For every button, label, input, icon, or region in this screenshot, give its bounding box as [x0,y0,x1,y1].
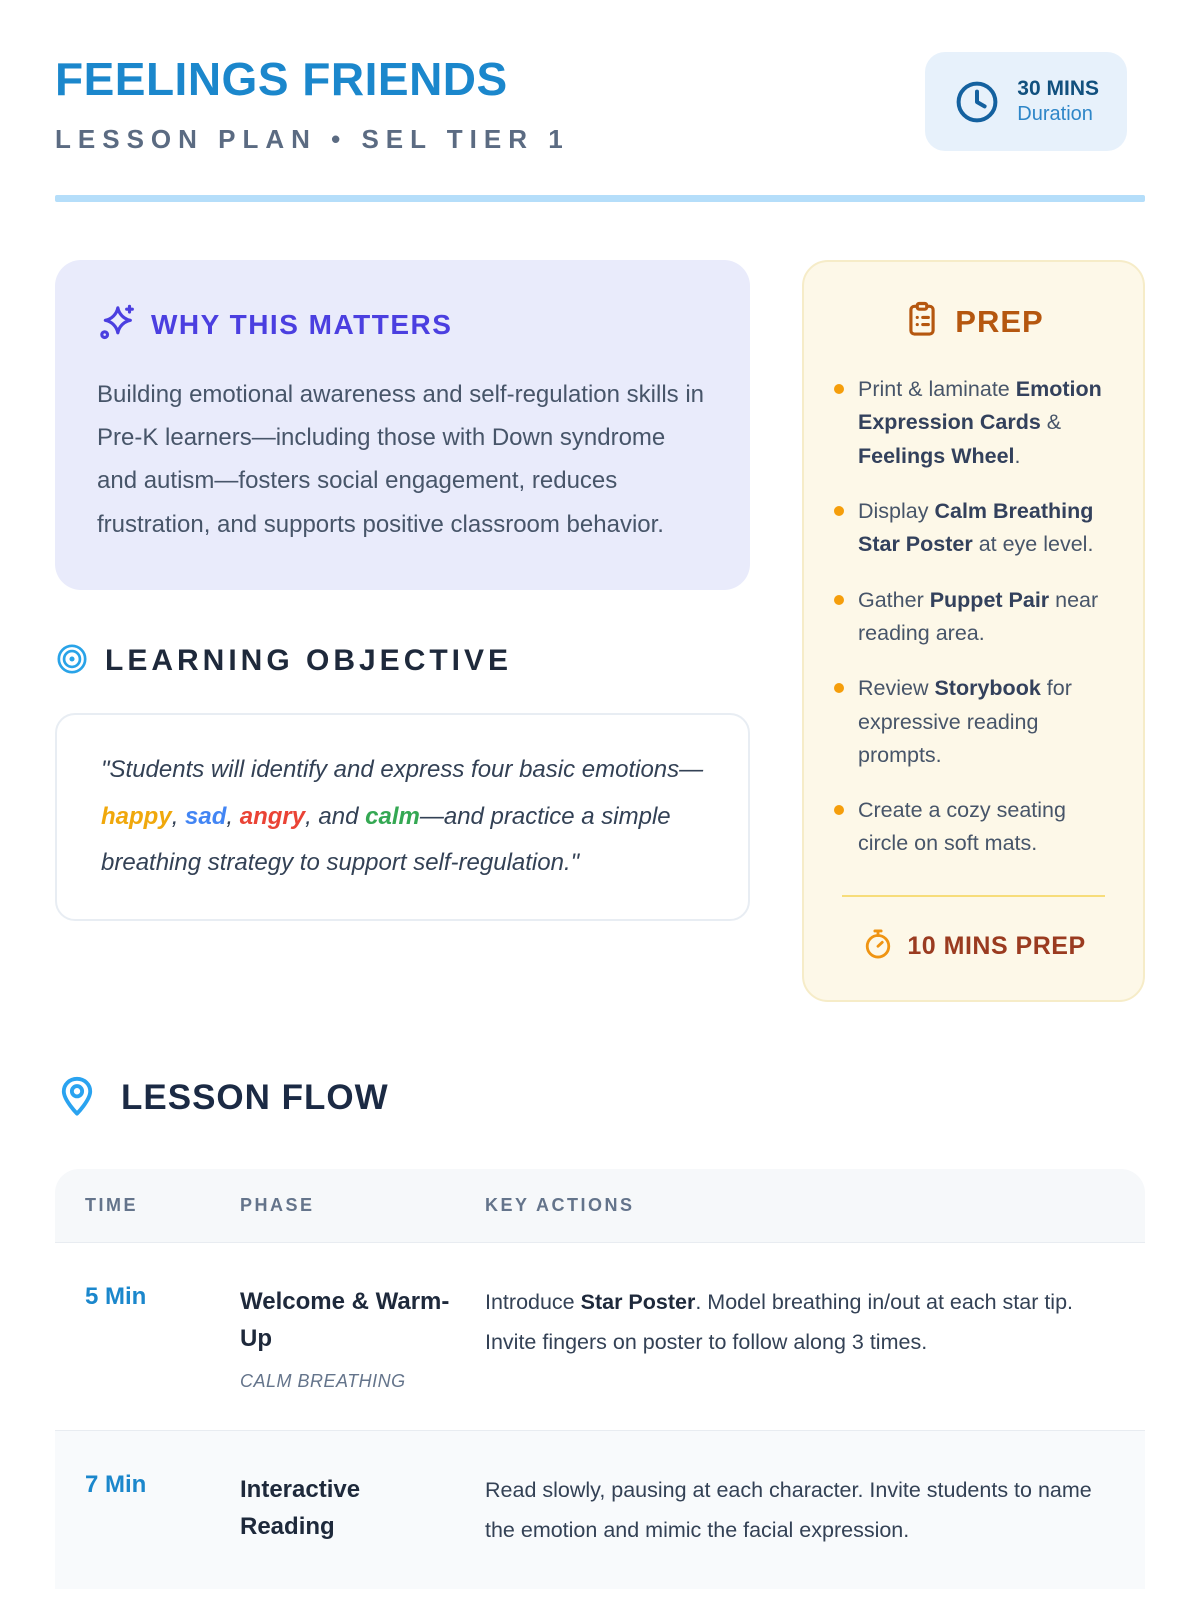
text-segment: Read slowly, pausing at each character. Invite students to name the emotion and mimic the facial expression. [485,1478,1092,1542]
phase-cell [240,1283,485,1392]
table-row [55,1430,1145,1589]
phase-note: CALM BREATHING [240,1371,406,1392]
text-segment: "Students will identify and express four basic emotions— [101,755,704,783]
key-actions-cell [485,1283,1145,1392]
prep-item [834,794,1113,861]
table-body [55,1242,1145,1589]
why-body: Building emotional awareness and self-regulation skills in Pre-K learners—including those with Down syndrome and autism—fosters social engagement, reduces frustration, and supports positive classroom behavior. [97,381,704,538]
lesson-flow-heading [55,1074,1145,1123]
text-segment: . [1014,443,1021,468]
prep-item [834,672,1113,772]
page-subtitle: LESSON PLAN • SEL TIER 1 [55,124,570,154]
prep-footer [834,927,1113,966]
prep-list [834,373,1113,861]
text-segment: , [171,802,186,830]
text-segment: Print & laminate [858,377,1016,401]
target-icon [55,642,89,681]
side-column [802,260,1145,1002]
prep-item [834,584,1113,651]
prep-divider [842,895,1105,897]
text-segment-bold: Storybook [934,676,1041,701]
header-divider [55,195,1145,202]
text-segment: Display [858,498,935,523]
text-segment: , [226,802,240,830]
text-segment-bold: Calm Breathing Star Poster [858,498,1094,557]
time-cell: 7 Min [85,1471,147,1499]
main-column [55,260,750,921]
clipboard-icon [903,300,941,343]
stopwatch-icon [861,927,895,966]
sparkle-icon [97,302,137,347]
duration-value: 30 MINS [1017,77,1099,100]
page-title: FEELINGS FRIENDS [55,53,508,105]
duration-badge [925,52,1127,151]
prep-item-text [858,794,1113,861]
prep-title: PREP [955,303,1044,339]
prep-item-text [858,373,1113,473]
text-segment: at eye level. [972,532,1094,557]
prep-item-text [858,584,1113,651]
lesson-flow-table [55,1169,1145,1589]
text-segment: & [1040,410,1062,435]
duration-label: Duration [1017,103,1093,126]
phase-cell [240,1471,485,1551]
text-segment: Review [858,676,935,701]
duration-text [1017,76,1099,127]
objective-heading [55,642,750,681]
why-this-matters-card [55,260,750,590]
text-segment-calm: calm [365,802,420,830]
text-segment: Introduce [485,1289,581,1314]
bullet-dot [834,683,844,693]
text-segment: —and practice a simple breathing strategy to support self-regulation." [101,802,671,877]
bullet-dot [834,384,844,394]
why-title-row [97,302,706,347]
clock-icon [953,78,1001,126]
why-title: WHY THIS MATTERS [151,308,453,340]
text-segment: . Model breathing in/out at each star tip. Invite fingers on poster to follow along 3 times. [485,1289,1074,1354]
prep-item [834,373,1113,473]
text-segment-bold: Puppet Pair [929,587,1050,612]
bullet-dot [834,805,844,815]
objective-quote [101,747,704,887]
header [55,52,1145,155]
text-segment: for expressive reading prompts. [858,676,1072,767]
column-header-key-actions: KEY ACTIONS [485,1194,635,1215]
lesson-flow-title: LESSON FLOW [121,1078,389,1118]
column-header-time: TIME [85,1194,138,1215]
table-row [55,1242,1145,1430]
text-segment: near reading area. [858,587,1099,645]
phase-name: Welcome & Warm-Up [240,1287,450,1352]
objective-title: LEARNING OBJECTIVE [105,644,513,678]
title-block [55,52,570,155]
text-segment: Gather [858,587,930,612]
prep-item-text [858,495,1113,562]
location-pin-icon [55,1074,99,1123]
text-segment-angry: angry [239,802,306,830]
time-cell: 5 Min [85,1282,147,1310]
prep-time-text: 10 MINS PREP [907,931,1086,960]
prep-title-row [834,300,1113,343]
key-actions-cell [485,1471,1145,1551]
table-header-row [55,1169,1145,1242]
prep-item-text [858,672,1113,772]
objective-card [55,713,750,921]
text-segment-bold: Star Poster [580,1289,696,1314]
phase-name: Interactive Reading [240,1476,361,1541]
bullet-dot [834,595,844,605]
text-segment: Create a cozy seating circle on soft mats. [858,798,1066,856]
text-segment-sad: sad [185,802,227,830]
prep-item [834,495,1113,562]
text-segment-happy: happy [101,802,172,830]
content-columns [55,260,1145,1002]
text-segment-bold: Emotion Expression Cards [858,377,1102,435]
text-segment: , and [305,802,366,830]
text-segment-bold: Feelings Wheel [858,443,1015,468]
bullet-dot [834,506,844,516]
column-header-phase: PHASE [240,1194,315,1215]
prep-card [802,260,1145,1002]
